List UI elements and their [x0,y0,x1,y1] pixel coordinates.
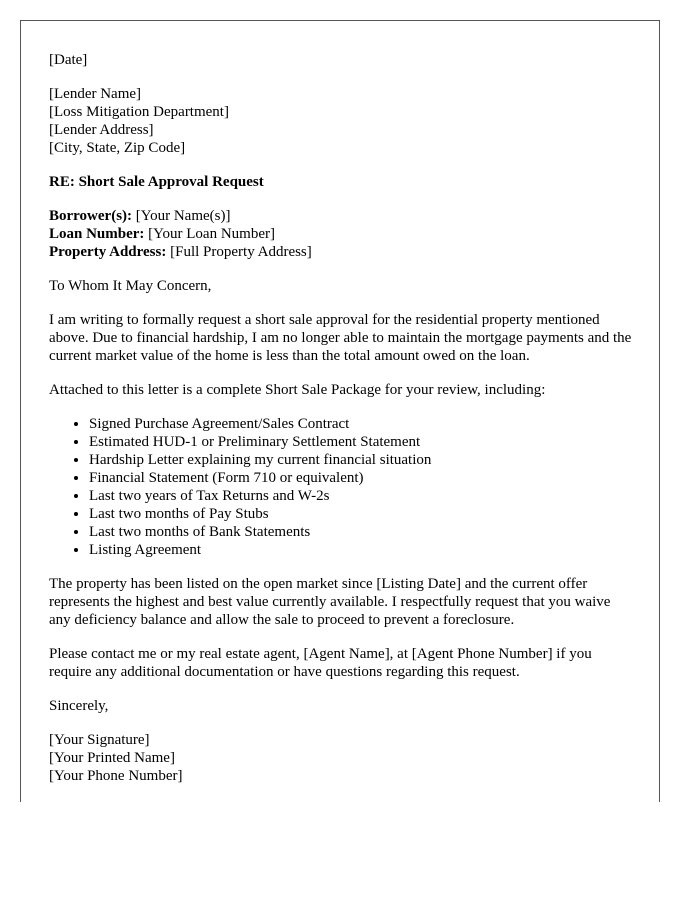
recipient-block [49,85,634,157]
lender-address: [Lender Address] [49,122,154,138]
property-address-value: [Full Property Address] [166,244,312,260]
lender-city-state-zip: [City, State, Zip Code] [49,140,186,156]
letter-page [20,20,660,802]
paragraph-contact: Please contact me or my real estate agent, [Agent Name], at [Agent Phone Number] if you require any additional documentation or have questions regarding this request. [49,646,592,680]
paragraph-listing: The property has been listed on the open market since [Listing Date] and the current offer represents the highest and best value currently available. I respectfully request that you waive any deficiency balance and allow the sale to proceed to prevent a foreclosure. [49,576,611,628]
letter-date: [Date] [49,52,88,68]
subject-line [49,173,634,191]
subject-text: RE: Short Sale Approval Request [49,174,264,190]
paragraph-request: I am writing to formally request a short sale approval for the residential property mentioned above. Due to financial hardship, I am no longer able to maintain the mortgage payments and the current market value of the home is less than the total amount owed on the loan. [49,312,632,364]
property-address-label: Property Address: [49,244,167,260]
loan-number-field [49,225,634,243]
letter-content [49,51,634,785]
package-list [49,415,634,559]
list-item: • Last two months of Pay Stubs [89,505,634,523]
borrower-field [49,207,634,225]
printed-name: [Your Printed Name] [49,750,175,766]
borrower-label: Borrower(s): [49,208,133,224]
property-address-field [49,243,634,261]
signature-block [49,731,634,785]
loan-number-value: [Your Loan Number] [144,226,275,242]
lender-department: [Loss Mitigation Department] [49,104,229,120]
list-item: • Hardship Letter explaining my current financial situation [89,451,634,469]
paragraph-package-intro: Attached to this letter is a complete Short Sale Package for your review, including: [49,382,546,398]
phone-number: [Your Phone Number] [49,768,183,784]
list-item: • Signed Purchase Agreement/Sales Contract [89,415,634,433]
list-item: • Financial Statement (Form 710 or equivalent) [89,469,634,487]
list-item: • Last two years of Tax Returns and W-2s [89,487,634,505]
loan-number-label: Loan Number: [49,226,145,242]
salutation: To Whom It May Concern, [49,278,212,294]
lender-name: [Lender Name] [49,86,142,102]
signature-line: [Your Signature] [49,732,150,748]
closing: Sincerely, [49,698,109,714]
borrower-value: [Your Name(s)] [132,208,231,224]
list-item: • Listing Agreement [89,541,634,559]
list-item: • Last two months of Bank Statements [89,523,634,541]
loan-fields-block [49,207,634,261]
list-item: • Estimated HUD-1 or Preliminary Settlement Statement [89,433,634,451]
